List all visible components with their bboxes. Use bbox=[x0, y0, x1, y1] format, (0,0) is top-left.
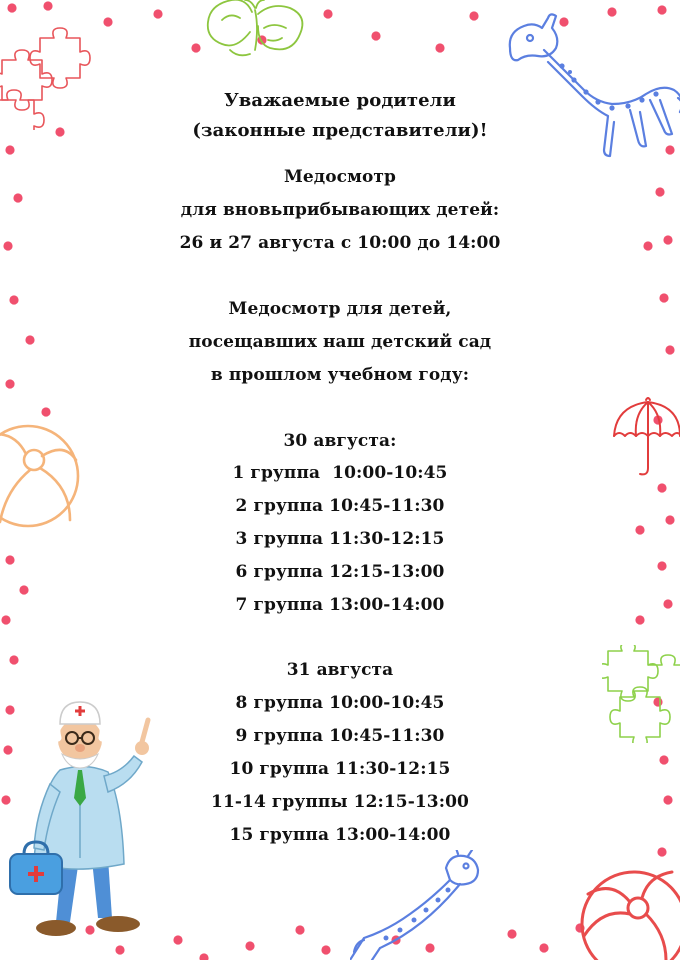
schedule-slot: 8 группа 10:00-10:45 bbox=[235, 693, 445, 713]
returning-title: Медосмотр для детей, bbox=[228, 299, 452, 319]
beach-ball-icon bbox=[572, 866, 680, 960]
greeting-line-1: Уважаемые родители bbox=[224, 90, 456, 111]
greeting-line-2: (законные представители)! bbox=[192, 120, 488, 141]
schedule-slot: 9 группа 10:45-11:30 bbox=[235, 726, 445, 746]
newcomers-dates: 26 и 27 августа с 10:00 до 14:00 bbox=[179, 233, 501, 253]
day1-date: 30 августа: bbox=[283, 431, 397, 451]
newcomers-subtitle: для вновьприбывающих детей: bbox=[180, 200, 500, 220]
schedule-slot: 6 группа 12:15-13:00 bbox=[235, 562, 445, 582]
newcomers-title: Медосмотр bbox=[283, 167, 397, 187]
schedule-slot: 3 группа 11:30-12:15 bbox=[235, 529, 445, 549]
schedule-slot: 11-14 группы 12:15-13:00 bbox=[211, 792, 469, 812]
schedule-slot: 7 группа 13:00-14:00 bbox=[235, 595, 445, 615]
schedule-slot: 15 группа 13:00-14:00 bbox=[229, 825, 451, 845]
butterfly-icon bbox=[200, 0, 310, 62]
returning-line-2: посещавших наш детский сад bbox=[188, 332, 492, 352]
puzzle-icon bbox=[0, 20, 95, 130]
day2-date: 31 августа bbox=[286, 660, 394, 680]
schedule-slot: 2 группа 10:45-11:30 bbox=[235, 496, 445, 516]
giraffe-icon bbox=[350, 850, 490, 960]
schedule-slot: 10 группа 11:30-12:15 bbox=[229, 759, 451, 779]
schedule-slot: 1 группа 10:00-10:45 bbox=[232, 463, 448, 483]
returning-line-3: в прошлом учебном году: bbox=[210, 365, 470, 385]
